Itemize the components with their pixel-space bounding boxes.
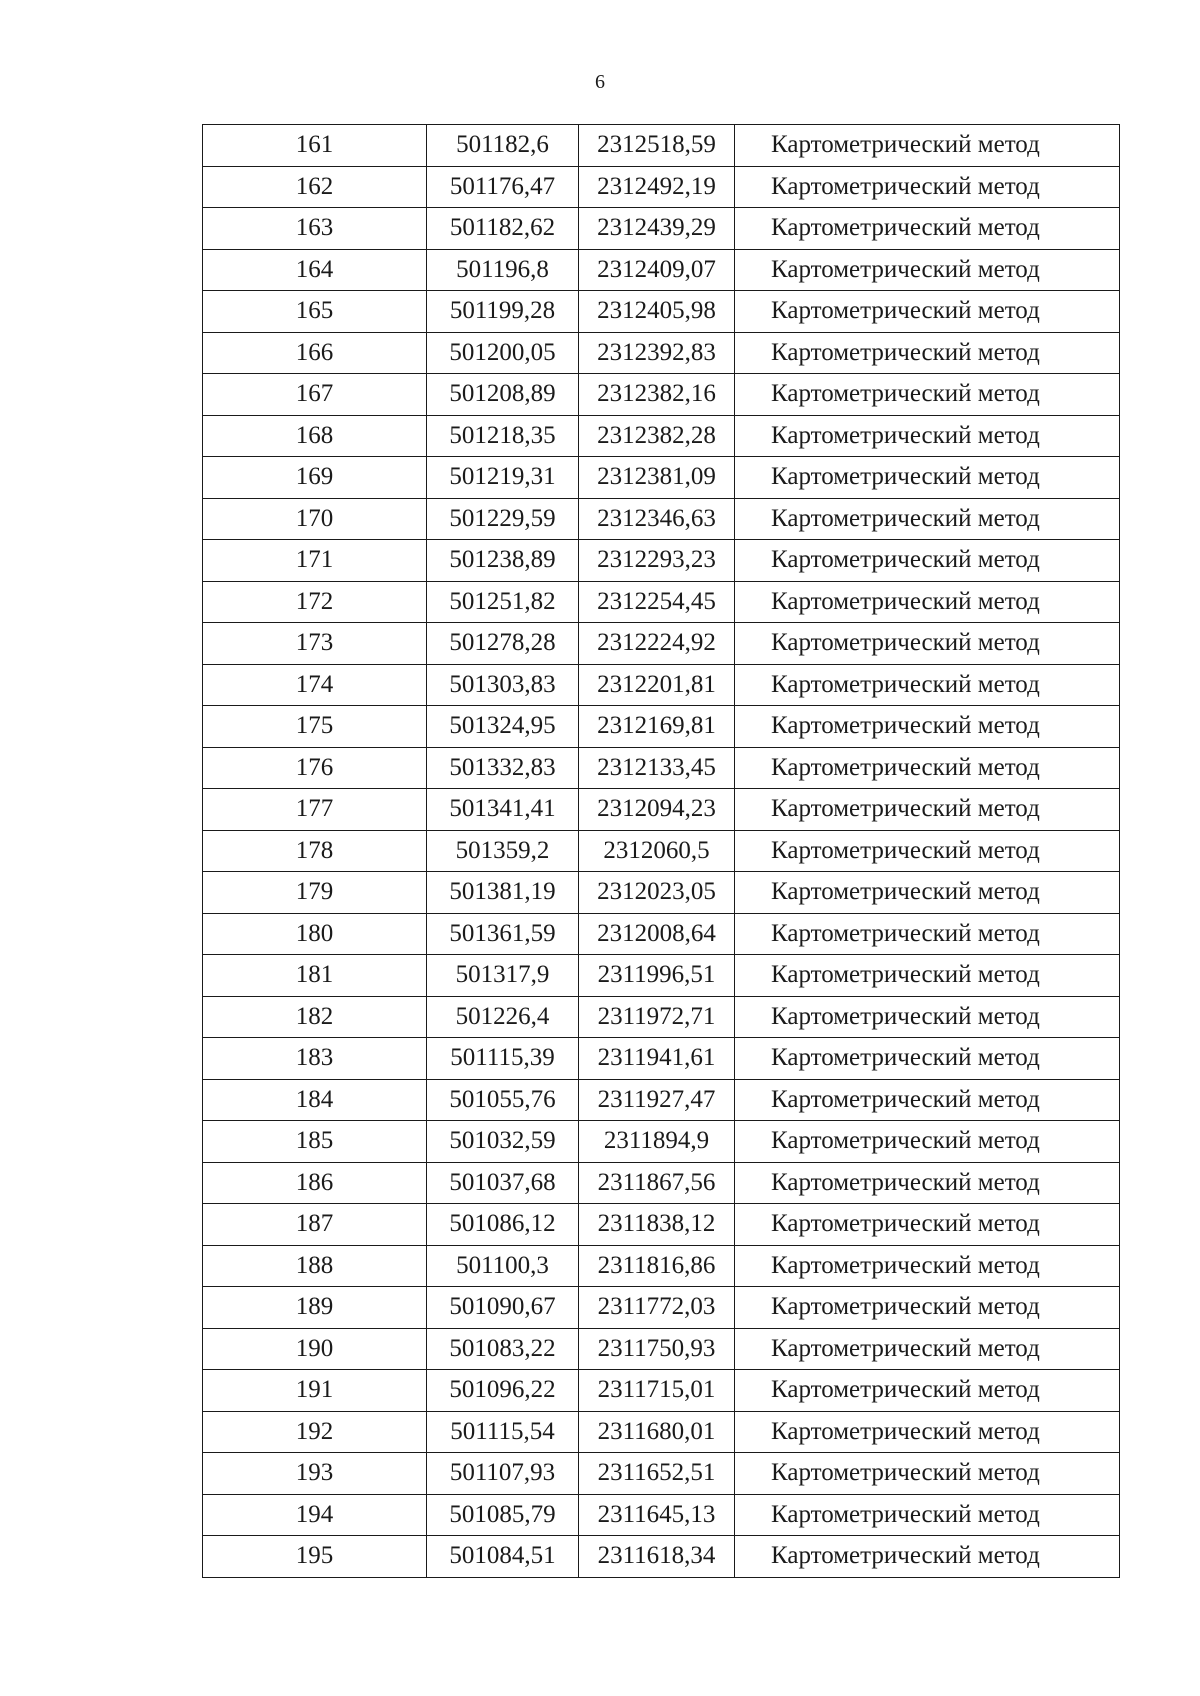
point-number-cell: 194 [203,1494,427,1536]
x-coordinate-cell: 501096,22 [427,1370,579,1412]
y-coordinate-cell: 2311652,51 [579,1453,735,1495]
x-coordinate-cell: 501324,95 [427,706,579,748]
y-coordinate-cell: 2312405,98 [579,291,735,333]
point-number-cell: 184 [203,1079,427,1121]
point-number-cell: 185 [203,1121,427,1163]
y-coordinate-cell: 2312346,63 [579,498,735,540]
method-cell: Картометрический метод [735,208,1120,250]
coordinates-table [202,124,1120,1578]
y-coordinate-cell: 2312224,92 [579,623,735,665]
y-coordinate-cell: 2311816,86 [579,1245,735,1287]
method-cell: Картометрический метод [735,1245,1120,1287]
y-coordinate-cell: 2312169,81 [579,706,735,748]
table-row [203,747,1120,789]
method-cell: Картометрический метод [735,1328,1120,1370]
y-coordinate-cell: 2312409,07 [579,249,735,291]
y-coordinate-cell: 2312023,05 [579,872,735,914]
method-cell: Картометрический метод [735,125,1120,167]
point-number-cell: 188 [203,1245,427,1287]
x-coordinate-cell: 501381,19 [427,872,579,914]
table-row [203,623,1120,665]
point-number-cell: 170 [203,498,427,540]
point-number-cell: 169 [203,457,427,499]
x-coordinate-cell: 501100,3 [427,1245,579,1287]
table-row [203,1245,1120,1287]
method-cell: Картометрический метод [735,623,1120,665]
table-row [203,1204,1120,1246]
x-coordinate-cell: 501084,51 [427,1536,579,1578]
method-cell: Картометрический метод [735,374,1120,416]
method-cell: Картометрический метод [735,913,1120,955]
point-number-cell: 183 [203,1038,427,1080]
method-cell: Картометрический метод [735,1121,1120,1163]
point-number-cell: 190 [203,1328,427,1370]
method-cell: Картометрический метод [735,747,1120,789]
y-coordinate-cell: 2312060,5 [579,830,735,872]
y-coordinate-cell: 2312254,45 [579,581,735,623]
table-row [203,789,1120,831]
point-number-cell: 186 [203,1162,427,1204]
method-cell: Картометрический метод [735,1162,1120,1204]
point-number-cell: 181 [203,955,427,997]
table-row [203,1536,1120,1578]
point-number-cell: 172 [203,581,427,623]
point-number-cell: 193 [203,1453,427,1495]
method-cell: Картометрический метод [735,166,1120,208]
table-row [203,1162,1120,1204]
table-row [203,249,1120,291]
y-coordinate-cell: 2311645,13 [579,1494,735,1536]
y-coordinate-cell: 2311680,01 [579,1411,735,1453]
x-coordinate-cell: 501251,82 [427,581,579,623]
method-cell: Картометрический метод [735,1494,1120,1536]
x-coordinate-cell: 501317,9 [427,955,579,997]
method-cell: Картометрический метод [735,249,1120,291]
table-row [203,913,1120,955]
page-number: 6 [595,71,605,93]
method-cell: Картометрический метод [735,1287,1120,1329]
method-cell: Картометрический метод [735,581,1120,623]
y-coordinate-cell: 2311867,56 [579,1162,735,1204]
table-row [203,1079,1120,1121]
y-coordinate-cell: 2312439,29 [579,208,735,250]
method-cell: Картометрический метод [735,291,1120,333]
x-coordinate-cell: 501090,67 [427,1287,579,1329]
y-coordinate-cell: 2312382,28 [579,415,735,457]
x-coordinate-cell: 501037,68 [427,1162,579,1204]
table-row [203,830,1120,872]
x-coordinate-cell: 501226,4 [427,996,579,1038]
table-row [203,581,1120,623]
x-coordinate-cell: 501086,12 [427,1204,579,1246]
method-cell: Картометрический метод [735,1453,1120,1495]
y-coordinate-cell: 2311941,61 [579,1038,735,1080]
x-coordinate-cell: 501032,59 [427,1121,579,1163]
x-coordinate-cell: 501361,59 [427,913,579,955]
point-number-cell: 182 [203,996,427,1038]
point-number-cell: 165 [203,291,427,333]
y-coordinate-cell: 2311972,71 [579,996,735,1038]
point-number-cell: 164 [203,249,427,291]
x-coordinate-cell: 501085,79 [427,1494,579,1536]
table-row [203,125,1120,167]
x-coordinate-cell: 501182,62 [427,208,579,250]
method-cell: Картометрический метод [735,664,1120,706]
point-number-cell: 195 [203,1536,427,1578]
method-cell: Картометрический метод [735,1370,1120,1412]
point-number-cell: 166 [203,332,427,374]
x-coordinate-cell: 501107,93 [427,1453,579,1495]
method-cell: Картометрический метод [735,1411,1120,1453]
x-coordinate-cell: 501196,8 [427,249,579,291]
x-coordinate-cell: 501359,2 [427,830,579,872]
point-number-cell: 162 [203,166,427,208]
x-coordinate-cell: 501332,83 [427,747,579,789]
x-coordinate-cell: 501341,41 [427,789,579,831]
point-number-cell: 180 [203,913,427,955]
table-row [203,1328,1120,1370]
x-coordinate-cell: 501199,28 [427,291,579,333]
method-cell: Картометрический метод [735,1536,1120,1578]
point-number-cell: 176 [203,747,427,789]
y-coordinate-cell: 2311996,51 [579,955,735,997]
table-row [203,1370,1120,1412]
method-cell: Картометрический метод [735,1204,1120,1246]
y-coordinate-cell: 2312133,45 [579,747,735,789]
point-number-cell: 178 [203,830,427,872]
x-coordinate-cell: 501303,83 [427,664,579,706]
table-row [203,1121,1120,1163]
method-cell: Картометрический метод [735,540,1120,582]
table-row [203,664,1120,706]
point-number-cell: 173 [203,623,427,665]
x-coordinate-cell: 501219,31 [427,457,579,499]
y-coordinate-cell: 2312492,19 [579,166,735,208]
point-number-cell: 174 [203,664,427,706]
point-number-cell: 187 [203,1204,427,1246]
y-coordinate-cell: 2311750,93 [579,1328,735,1370]
x-coordinate-cell: 501115,54 [427,1411,579,1453]
table-row [203,457,1120,499]
x-coordinate-cell: 501115,39 [427,1038,579,1080]
point-number-cell: 168 [203,415,427,457]
y-coordinate-cell: 2312094,23 [579,789,735,831]
y-coordinate-cell: 2312381,09 [579,457,735,499]
method-cell: Картометрический метод [735,955,1120,997]
table-row [203,166,1120,208]
x-coordinate-cell: 501200,05 [427,332,579,374]
table-row [203,1453,1120,1495]
x-coordinate-cell: 501238,89 [427,540,579,582]
method-cell: Картометрический метод [735,1079,1120,1121]
table-row [203,498,1120,540]
method-cell: Картометрический метод [735,498,1120,540]
x-coordinate-cell: 501278,28 [427,623,579,665]
y-coordinate-cell: 2311838,12 [579,1204,735,1246]
method-cell: Картометрический метод [735,415,1120,457]
y-coordinate-cell: 2312008,64 [579,913,735,955]
method-cell: Картометрический метод [735,706,1120,748]
table-row [203,955,1120,997]
table-row [203,1038,1120,1080]
table-body [203,125,1120,1578]
x-coordinate-cell: 501083,22 [427,1328,579,1370]
x-coordinate-cell: 501208,89 [427,374,579,416]
point-number-cell: 161 [203,125,427,167]
x-coordinate-cell: 501229,59 [427,498,579,540]
y-coordinate-cell: 2311927,47 [579,1079,735,1121]
y-coordinate-cell: 2311772,03 [579,1287,735,1329]
table-row [203,1411,1120,1453]
y-coordinate-cell: 2311894,9 [579,1121,735,1163]
point-number-cell: 171 [203,540,427,582]
x-coordinate-cell: 501182,6 [427,125,579,167]
table-row [203,1494,1120,1536]
y-coordinate-cell: 2312382,16 [579,374,735,416]
method-cell: Картометрический метод [735,332,1120,374]
method-cell: Картометрический метод [735,996,1120,1038]
point-number-cell: 189 [203,1287,427,1329]
x-coordinate-cell: 501218,35 [427,415,579,457]
point-number-cell: 179 [203,872,427,914]
point-number-cell: 163 [203,208,427,250]
table-row [203,872,1120,914]
table-row [203,374,1120,416]
x-coordinate-cell: 501055,76 [427,1079,579,1121]
y-coordinate-cell: 2312293,23 [579,540,735,582]
y-coordinate-cell: 2312201,81 [579,664,735,706]
x-coordinate-cell: 501176,47 [427,166,579,208]
table-row [203,706,1120,748]
table-row [203,540,1120,582]
table-row [203,291,1120,333]
method-cell: Картометрический метод [735,1038,1120,1080]
y-coordinate-cell: 2312518,59 [579,125,735,167]
point-number-cell: 191 [203,1370,427,1412]
point-number-cell: 167 [203,374,427,416]
table-row [203,1287,1120,1329]
table-row [203,208,1120,250]
method-cell: Картометрический метод [735,457,1120,499]
y-coordinate-cell: 2312392,83 [579,332,735,374]
method-cell: Картометрический метод [735,789,1120,831]
y-coordinate-cell: 2311618,34 [579,1536,735,1578]
y-coordinate-cell: 2311715,01 [579,1370,735,1412]
point-number-cell: 175 [203,706,427,748]
point-number-cell: 192 [203,1411,427,1453]
method-cell: Картометрический метод [735,830,1120,872]
table-row [203,332,1120,374]
point-number-cell: 177 [203,789,427,831]
method-cell: Картометрический метод [735,872,1120,914]
table-row [203,415,1120,457]
table-row [203,996,1120,1038]
